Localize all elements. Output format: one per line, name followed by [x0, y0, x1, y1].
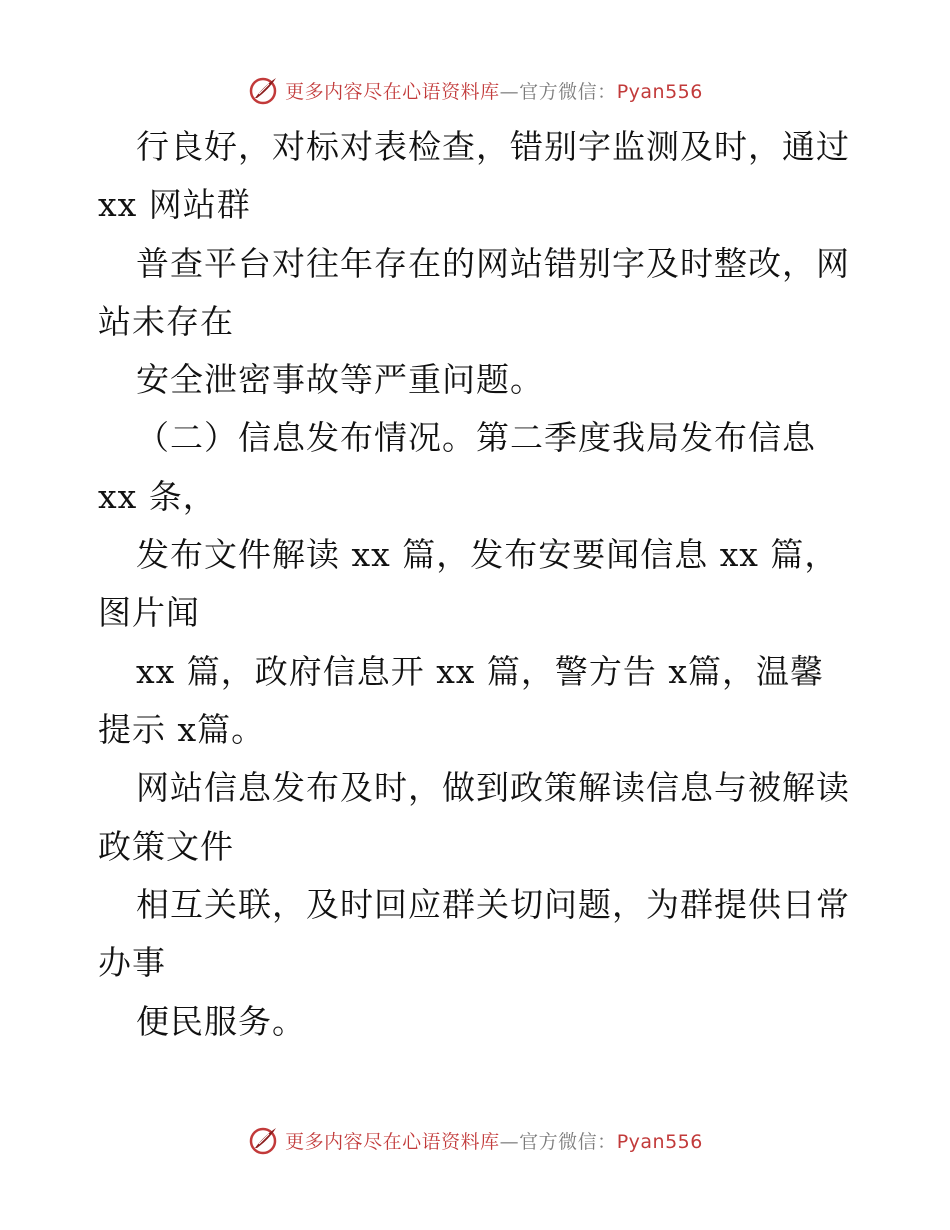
- paragraph-4-line-1: （二）信息发布情况。第二季度我局发布信息: [136, 418, 816, 457]
- paragraph-2-line-1: 普查平台对往年存在的网站错别字及时整改，网: [136, 244, 850, 283]
- header-banner-official: 官方微信：: [519, 80, 617, 103]
- header-banner-title: 更多内容尽在心语资料库: [285, 80, 500, 103]
- paragraph-4-line-2: xx 条，: [98, 477, 217, 516]
- footer-banner: [0, 1120, 950, 1160]
- paragraph-1-line-2: xx 网站群: [98, 185, 251, 224]
- header-banner-dash: —: [499, 80, 520, 103]
- footer-banner-text: [285, 1127, 703, 1154]
- paragraph-6-line-2: 提示 x篇。: [98, 710, 266, 749]
- paragraph-7-line-2: 政策文件: [98, 827, 234, 866]
- footer-banner-wechat: Pyan556: [616, 1130, 703, 1153]
- paragraph-2-line-2: 站未存在: [98, 302, 234, 341]
- paragraph-9-line-1: 便民服务。: [136, 1002, 306, 1041]
- feather-pen-logo-icon: [247, 1124, 279, 1156]
- footer-banner-official: 官方微信：: [519, 1130, 617, 1153]
- paragraph-8-line-2: 办事: [98, 943, 166, 982]
- paragraph-1-line-1: 行良好，对标对表检查，错别字监测及时，通过: [136, 127, 850, 166]
- paragraph-5-line-1: 发布文件解读 xx 篇，发布安要闻信息 xx 篇，: [136, 535, 839, 574]
- paragraph-7-line-1: 网站信息发布及时，做到政策解读信息与被解读: [136, 768, 850, 807]
- paragraph-3-line-1: 安全泄密事故等严重问题。: [136, 360, 544, 399]
- paragraph-6-line-1: xx 篇，政府信息开 xx 篇，警方告 x篇，温馨: [136, 652, 825, 691]
- footer-banner-title: 更多内容尽在心语资料库: [285, 1130, 500, 1153]
- header-banner-wechat: Pyan556: [616, 80, 703, 103]
- paragraph-5-line-2: 图片闻: [98, 593, 200, 632]
- paragraph-8-line-1: 相互关联，及时回应群关切问题，为群提供日常: [136, 885, 850, 924]
- footer-banner-dash: —: [499, 1130, 520, 1153]
